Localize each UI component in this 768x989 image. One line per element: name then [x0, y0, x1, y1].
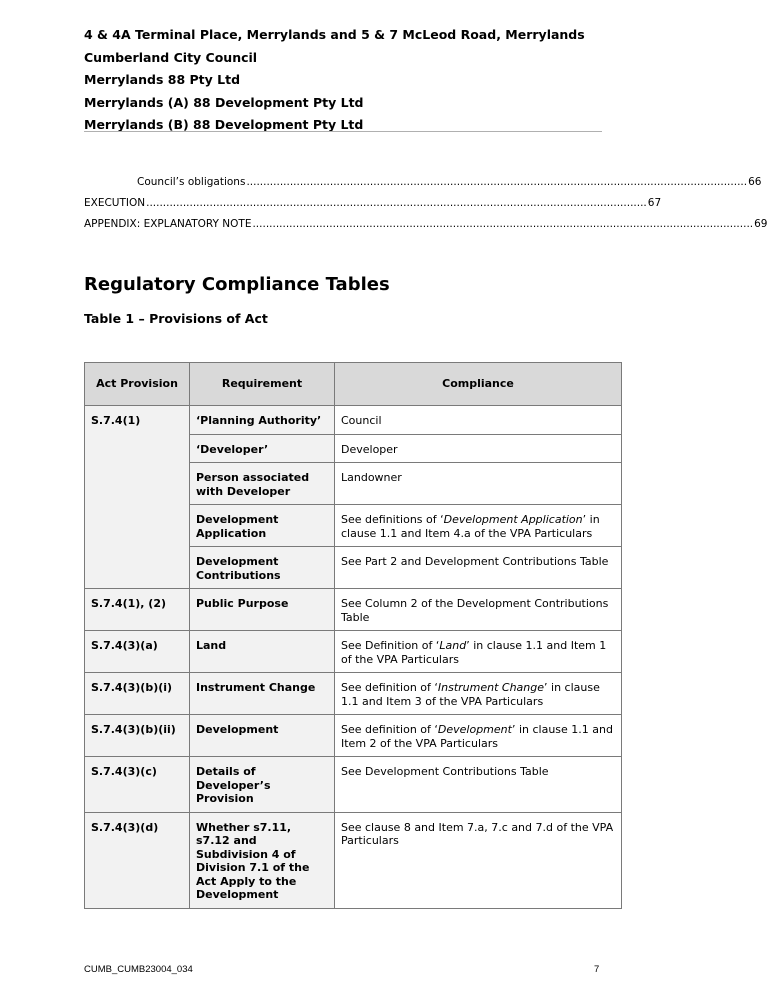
- table-row: [85, 715, 622, 757]
- compliance-text: See Definition of ‘: [341, 639, 440, 652]
- footer-doc-ref: CUMB_CUMB23004_034: [84, 964, 193, 975]
- compliance-cell: [335, 715, 622, 757]
- toc-entry[interactable]: [137, 175, 762, 189]
- requirement-cell: Development: [190, 715, 335, 757]
- compliance-cell: [335, 631, 622, 673]
- requirement-cell: Development Application: [190, 505, 335, 547]
- toc-entry-label: EXECUTION: [84, 197, 146, 209]
- compliance-text: ’ in clause 1.1 and Item 1 of the VPA Particulars: [341, 639, 607, 666]
- compliance-cell: Council: [335, 406, 622, 435]
- table-row: [85, 673, 622, 715]
- toc-entry[interactable]: [84, 196, 662, 210]
- table-row: [85, 406, 622, 435]
- compliance-cell: See Development Contributions Table: [335, 757, 622, 813]
- compliance-text: ’ in clause 1.1 and Item 3 of the VPA Particulars: [341, 681, 600, 708]
- provision-cell: S.7.4(3)(b)(i): [85, 673, 190, 715]
- compliance-text: See definition of ‘: [341, 723, 438, 736]
- toc-leader-dots: ......................................................................................................................................................: [146, 197, 647, 209]
- provision-cell: S.7.4(3)(a): [85, 631, 190, 673]
- provision-cell: S.7.4(1), (2): [85, 589, 190, 631]
- toc-entry-label: Council’s obligations: [137, 176, 246, 188]
- table-row: [85, 757, 622, 813]
- defined-term: Instrument Change: [437, 681, 545, 694]
- header-line: Cumberland City Council: [84, 49, 258, 65]
- table-row: [85, 812, 622, 908]
- toc-entry[interactable]: [84, 217, 768, 231]
- column-header: Compliance: [335, 363, 622, 406]
- toc-leader-dots: ......................................................................................................................................................: [252, 218, 754, 230]
- compliance-table: [84, 362, 622, 909]
- toc-entry-label: APPENDIX: EXPLANATORY NOTE: [84, 218, 252, 230]
- table-row: [85, 631, 622, 673]
- toc-entry-page: 67: [647, 197, 662, 209]
- compliance-cell: [335, 505, 622, 547]
- compliance-text: See definitions of ‘: [341, 513, 444, 526]
- toc-entry-page: 66: [748, 176, 762, 188]
- table-header-row: [85, 363, 622, 406]
- compliance-cell: Developer: [335, 434, 622, 463]
- defined-term: Land: [439, 639, 467, 652]
- header-line: Merrylands (A) 88 Development Pty Ltd: [84, 94, 364, 110]
- footer-page-number: 7: [594, 964, 600, 975]
- defined-term: Development Application: [443, 513, 583, 526]
- compliance-text: ’ in clause 1.1 and Item 2 of the VPA Particulars: [341, 723, 613, 750]
- compliance-cell: See Part 2 and Development Contributions Table: [335, 547, 622, 589]
- provision-cell: S.7.4(3)(c): [85, 757, 190, 813]
- compliance-cell: See Column 2 of the Development Contributions Table: [335, 589, 622, 631]
- header-divider: [84, 131, 602, 132]
- requirement-cell: Instrument Change: [190, 673, 335, 715]
- requirement-cell: Land: [190, 631, 335, 673]
- header-line: 4 & 4A Terminal Place, Merrylands and 5 & 7 McLeod Road, Merrylands: [84, 27, 585, 42]
- column-header: Act Provision: [85, 363, 190, 406]
- provision-cell: S.7.4(1): [85, 406, 190, 589]
- column-header: Requirement: [190, 363, 335, 406]
- compliance-cell: [335, 673, 622, 715]
- requirement-cell: ‘Planning Authority’: [190, 406, 335, 435]
- compliance-cell: See clause 8 and Item 7.a, 7.c and 7.d of the VPA Particulars: [335, 812, 622, 908]
- provision-cell: S.7.4(3)(b)(ii): [85, 715, 190, 757]
- toc-leader-dots: ......................................................................................................................................................: [246, 176, 748, 188]
- toc-entry-page: 69: [754, 218, 768, 230]
- provision-cell: S.7.4(3)(d): [85, 812, 190, 908]
- requirement-cell: Whether s7.11, s7.12 and Subdivision 4 of Division 7.1 of the Act Apply to the Development: [190, 812, 335, 908]
- header-line: Merrylands 88 Pty Ltd: [84, 72, 241, 87]
- requirement-cell: Development Contributions: [190, 547, 335, 589]
- requirement-cell: ‘Developer’: [190, 434, 335, 463]
- table-row: [85, 589, 622, 631]
- requirement-cell: Public Purpose: [190, 589, 335, 631]
- document-header: [84, 24, 602, 137]
- section-title: Regulatory Compliance Tables: [84, 274, 390, 295]
- defined-term: Development: [437, 723, 512, 736]
- compliance-text: See definition of ‘: [341, 681, 438, 694]
- compliance-cell: Landowner: [335, 463, 622, 505]
- header-line: Merrylands (B) 88 Development Pty Ltd: [84, 117, 364, 132]
- table-title: Table 1 – Provisions of Act: [84, 311, 268, 326]
- compliance-text: ’ in clause 1.1 and Item 4.a of the VPA Particulars: [341, 513, 600, 540]
- requirement-cell: Person associated with Developer: [190, 463, 335, 505]
- requirement-cell: Details of Developer’s Provision: [190, 757, 335, 813]
